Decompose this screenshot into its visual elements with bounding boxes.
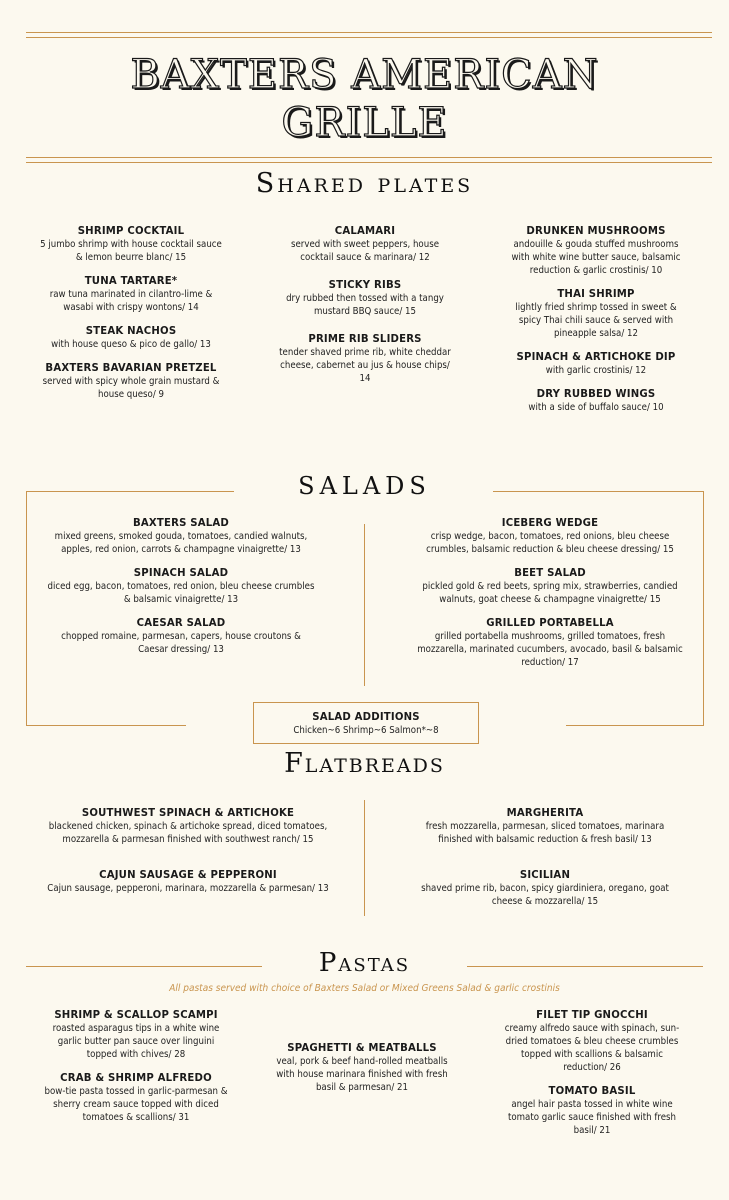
item-desc: Cajun sausage, pepperoni, marinara, mozzarella & parmesan/ 13 (47, 883, 329, 894)
item-desc: bow-tie pasta tossed in garlic-parmesan & sherry cream sauce topped with diced tomatoes & scallions/ 31 (44, 1086, 228, 1123)
item-desc: shaved prime rib, bacon, spicy giardiniera, oregano, goat cheese & mozzarella/ 15 (421, 883, 669, 907)
item-desc: grilled portabella mushrooms, grilled tomatoes, fresh mozzarella, marinated cucumbers, avocado, basil & balsamic reduction/ 17 (417, 631, 683, 668)
item-name: CAJUN SAUSAGE & PEPPERONI (99, 868, 277, 881)
menu-item (494, 287, 698, 340)
menu-item (34, 1071, 238, 1124)
menu-item (30, 224, 232, 264)
menu-item (267, 224, 463, 264)
header-rule-bottom (26, 157, 712, 158)
item-desc: fresh mozzarella, parmesan, sliced tomatoes, marinara finished with balsamic reduction & fresh basil/ 13 (425, 821, 665, 845)
salads-frame-right (703, 491, 704, 725)
item-desc: pickled gold & red beets, spring mix, strawberries, candied walnuts, goat cheese & champagne vinaigrette/ 15 (422, 581, 678, 605)
pastas-note: All pastas served with choice of Baxters Salad or Mixed Greens Salad & garlic crostinis (169, 983, 560, 994)
item-desc: with a side of buffalo sauce/ 10 (528, 402, 664, 413)
item-name: SPINACH & ARTICHOKE DIP (516, 350, 676, 363)
item-desc: andouille & gouda stuffed mushrooms with white wine butter sauce, balsamic reduction & garlic crostinis/ 10 (511, 239, 681, 276)
item-desc: chopped romaine, parmesan, capers, house croutons & Caesar dressing/ 13 (61, 631, 301, 655)
menu-item (494, 350, 698, 377)
item-name: FILET TIP GNOCCHI (536, 1008, 648, 1021)
item-name: DRUNKEN MUSHROOMS (526, 224, 666, 237)
menu-item (400, 616, 700, 669)
pastas-col2 (262, 1041, 462, 1104)
menu-item (30, 806, 346, 846)
menu-item (267, 332, 463, 385)
pastas-col1 (34, 1008, 238, 1134)
section-title-shared-plates: Shared plates (255, 168, 474, 199)
salads-right-col (400, 516, 700, 679)
menu-item (30, 274, 232, 314)
section-title-flatbreads: Flatbreads (284, 748, 445, 779)
item-name: THAI SHRIMP (557, 287, 635, 300)
item-desc: roasted asparagus tips in a white wine garlic butter pan sauce over linguini topped with chives/ 28 (52, 1023, 220, 1060)
item-name: TOMATO BASIL (548, 1084, 636, 1097)
item-desc: 5 jumbo shrimp with house cocktail sauce & lemon beurre blanc/ 15 (40, 239, 222, 263)
item-name: MARGHERITA (506, 806, 584, 819)
restaurant-name-line1: BAXTERS AMERICAN (130, 52, 599, 98)
item-desc: creamy alfredo sauce with spinach, sun-dried tomatoes & bleu cheese crumbles topped with scallions & balsamic reduction/ 26 (504, 1023, 680, 1073)
menu-item (400, 516, 700, 556)
menu-item (267, 278, 463, 318)
menu-item (30, 616, 332, 656)
salad-additions-desc: Chicken~6 Shrimp~6 Salmon*~8 (293, 725, 439, 736)
item-name: STICKY RIBS (328, 278, 402, 291)
menu-item (262, 1041, 462, 1094)
item-desc: served with sweet peppers, house cocktail sauce & marinara/ 12 (290, 239, 440, 263)
flatbreads-left-col (30, 806, 346, 905)
shared-plates-col1 (30, 224, 232, 411)
item-desc: with house queso & pico de gallo/ 13 (51, 339, 211, 350)
menu-item (400, 566, 700, 606)
item-desc: lightly fried shrimp tossed in sweet & spicy Thai chili sauce & served with pineapple salsa/ 12 (515, 302, 677, 339)
item-name: SHRIMP COCKTAIL (77, 224, 185, 237)
salads-frame-bottom-right (566, 725, 704, 726)
menu-item (400, 806, 690, 846)
item-name: BAXTERS SALAD (133, 516, 229, 529)
restaurant-name-line2: GRILLE (281, 100, 448, 146)
item-name: SPINACH SALAD (133, 566, 229, 579)
flatbreads-right-col (400, 806, 690, 918)
item-name: PRIME RIB SLIDERS (308, 332, 422, 345)
menu-item (34, 1008, 238, 1061)
item-desc: tender shaved prime rib, white cheddar cheese, cabernet au jus & house chips/ 14 (279, 347, 451, 384)
menu-item (494, 387, 698, 414)
menu-item (30, 566, 332, 606)
menu-item (400, 868, 690, 908)
item-desc: with garlic crostinis/ 12 (545, 365, 647, 376)
item-name: CALAMARI (334, 224, 396, 237)
item-desc: served with spicy whole grain mustard & house queso/ 9 (42, 376, 220, 400)
item-desc: diced egg, bacon, tomatoes, red onion, bleu cheese crumbles & balsamic vinaigrette/ 13 (47, 581, 315, 605)
item-desc: raw tuna marinated in cilantro-lime & wasabi with crispy wontons/ 14 (49, 289, 213, 313)
shared-plates-col2 (267, 224, 463, 395)
item-name: GRILLED PORTABELLA (486, 616, 614, 629)
item-name: SOUTHWEST SPINACH & ARTICHOKE (81, 806, 295, 819)
item-name: CAESAR SALAD (136, 616, 226, 629)
salads-frame-bottom-left (26, 725, 186, 726)
item-name: SPAGHETTI & MEATBALLS (287, 1041, 437, 1054)
salad-additions-title: SALAD ADDITIONS (312, 710, 420, 723)
item-name: STEAK NACHOS (85, 324, 177, 337)
menu-item (490, 1008, 694, 1074)
item-name: BEET SALAD (514, 566, 586, 579)
item-name: SHRIMP & SCALLOP SCAMPI (54, 1008, 218, 1021)
item-desc: blackened chicken, spinach & artichoke spread, diced tomatoes, mozzarella & parmesan finished with southwest ranch/ 15 (48, 821, 328, 845)
menu-item (30, 324, 232, 351)
item-desc: veal, pork & beef hand-rolled meatballs with house marinara finished with fresh basil & parmesan/ 21 (276, 1056, 448, 1093)
item-name: TUNA TARTARE* (84, 274, 178, 287)
salad-additions-box (253, 702, 479, 744)
menu-item (494, 224, 698, 277)
salads-left-col (30, 516, 332, 666)
menu-item (30, 361, 232, 401)
header-rule-top-2 (26, 37, 712, 38)
pastas-col3 (490, 1008, 694, 1147)
item-name: SICILIAN (519, 868, 571, 881)
header-rule-top (26, 32, 712, 33)
shared-plates-col3 (494, 224, 698, 424)
item-desc: crisp wedge, bacon, tomatoes, red onions, bleu cheese crumbles, balsamic reduction & bleu cheese dressing/ 15 (426, 531, 674, 555)
salads-frame-left (26, 491, 27, 725)
section-title-salads: SALADS (298, 472, 431, 500)
item-desc: dry rubbed then tossed with a tangy mustard BBQ sauce/ 15 (286, 293, 444, 317)
item-name: CRAB & SHRIMP ALFREDO (60, 1071, 212, 1084)
menu-item (30, 516, 332, 556)
item-desc: angel hair pasta tossed in white wine tomato garlic sauce finished with fresh basil/ 21 (507, 1099, 677, 1136)
flatbreads-column-divider (364, 800, 365, 916)
menu-item (30, 868, 346, 895)
item-name: DRY RUBBED WINGS (536, 387, 656, 400)
item-name: BAXTERS BAVARIAN PRETZEL (45, 361, 217, 374)
header-rule-bottom-2 (26, 162, 712, 163)
menu-item (490, 1084, 694, 1137)
section-title-pastas: Pastas (318, 948, 411, 978)
item-name: ICEBERG WEDGE (501, 516, 599, 529)
salads-column-divider (364, 524, 365, 686)
item-desc: mixed greens, smoked gouda, tomatoes, candied walnuts, apples, red onion, carrots & champagne vinaigrette/ 13 (54, 531, 308, 555)
